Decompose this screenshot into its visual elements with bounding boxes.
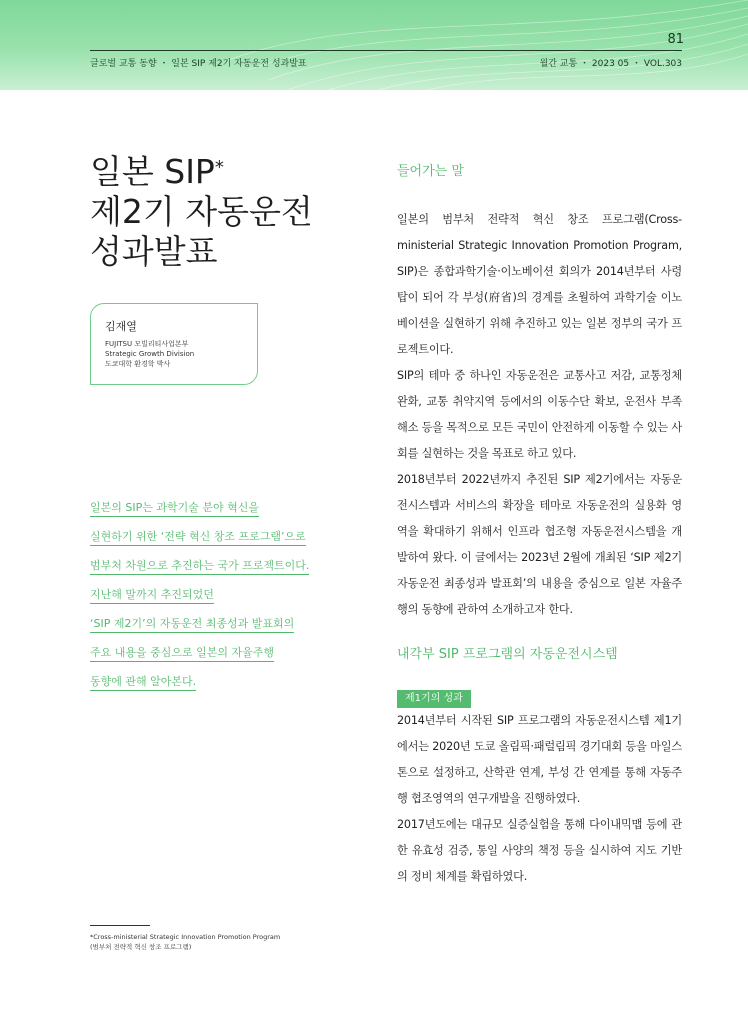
subsection-badge: 제1기의 성과 [397, 690, 471, 708]
title-line-3: 성과발표 [90, 232, 218, 271]
footnote-marker: * [214, 157, 224, 178]
pullquote-line: 지난해 말까지 추진되었던 [90, 587, 214, 604]
pullquote-line: 범부처 차원으로 추진하는 국가 프로젝트이다. [90, 558, 309, 575]
body-paragraph: 2014년부터 시작된 SIP 프로그램의 자동운전시스템 제1기에서는 2020년 도쿄 올림픽·패럴림픽 경기대회 등을 마일스톤으로 설정하고, 산학관 연계, 부성 간 연계를 통해 자동주행 협조영역의 연구개발을 진행하였다. [397, 714, 682, 805]
author-affiliation-en: Strategic Growth Division [105, 350, 195, 358]
body-paragraph: 2017년도에는 대규모 실증실험을 통해 다이내믹맵 등에 관한 유효성 검증, 통일 사양의 책정 등을 실시하여 지도 기반의 정비 체계를 확립하였다. [397, 818, 682, 883]
pullquote [90, 496, 360, 699]
page-number: 81 [667, 32, 684, 47]
pullquote-line: ‘SIP 제2기’의 자동운전 최종성과 발표회의 [90, 616, 294, 633]
running-header-left: 글로벌 교통 동향 ・ 일본 SIP 제2기 자동운전 성과발표 [90, 59, 307, 69]
pullquote-line: 동향에 관해 알아본다. [90, 674, 196, 691]
article-body [397, 160, 682, 890]
author-university: 도쿄대학 환경학 박사 [105, 360, 171, 368]
title-line-1: 일본 SIP* [90, 152, 224, 191]
footnote-line-2: (범부처 전략적 혁신 창조 프로그램) [90, 943, 192, 951]
footnote [90, 932, 280, 952]
footnote-rule [90, 925, 150, 926]
author-box [90, 303, 258, 385]
pullquote-line: 일본의 SIP는 과학기술 분야 혁신을 [90, 500, 259, 517]
pullquote-line: 주요 내용을 중심으로 일본의 자율주행 [90, 645, 274, 662]
body-paragraph: 2018년부터 2022년까지 추진된 SIP 제2기에서는 자동운전시스템과 서비스의 확장을 테마로 자동운전의 실용화 영역을 확대하기 위해서 인프라 협조형 자동운전시스템을 개발하여 왔다. 이 글에서는 2023년 2월에 개최된 ‘SIP 제2기 자동운전 최종성과 발표회’의 내용을 중심으로 일본 자율주행의 동향에 관하여 소개하고자 한다. [397, 473, 682, 616]
footnote-line-1: *Cross-ministerial Strategic Innovation Promotion Program [90, 933, 281, 941]
section-heading-intro: 들어가는 말 [397, 164, 464, 179]
body-paragraph: SIP의 테마 중 하나인 자동운전은 교통사고 저감, 교통정체 완화, 교통 취약지역 등에서의 이동수단 확보, 운전사 부족 해소 등을 목적으로 모든 국민이 안전하게 이동할 수 있는 사회를 실현하는 것을 목표로 하고 있다. [397, 369, 682, 460]
pullquote-line: 실현하기 위한 ‘전략 혁신 창조 프로그램’으로 [90, 529, 306, 546]
article-title [90, 152, 313, 272]
author-name: 김재열 [105, 320, 137, 333]
body-paragraph: 일본의 범부처 전략적 혁신 창조 프로그램(Cross-ministerial Strategic Innovation Promotion Program, SIP)은 종합과학기술·이노베이션 회의가 2014년부터 사령탑이 되어 각 부성(府省)의 경계를 초월하여 과학기술 이노베이션을 실현하기 위해 추진하고 있는 일본 정부의 국가 프로젝트이다. [397, 213, 682, 356]
running-header-right: 월간 교통 ・ 2023 05 ・ VOL.303 [539, 59, 682, 69]
author-affiliation-ko: FUJITSU 모빌리티사업본부 [105, 340, 189, 348]
section-heading-sip: 내각부 SIP 프로그램의 자동운전시스템 [397, 647, 618, 662]
title-line-2: 제2기 자동운전 [90, 192, 313, 231]
header-rule [90, 50, 682, 51]
header-band [0, 0, 748, 90]
